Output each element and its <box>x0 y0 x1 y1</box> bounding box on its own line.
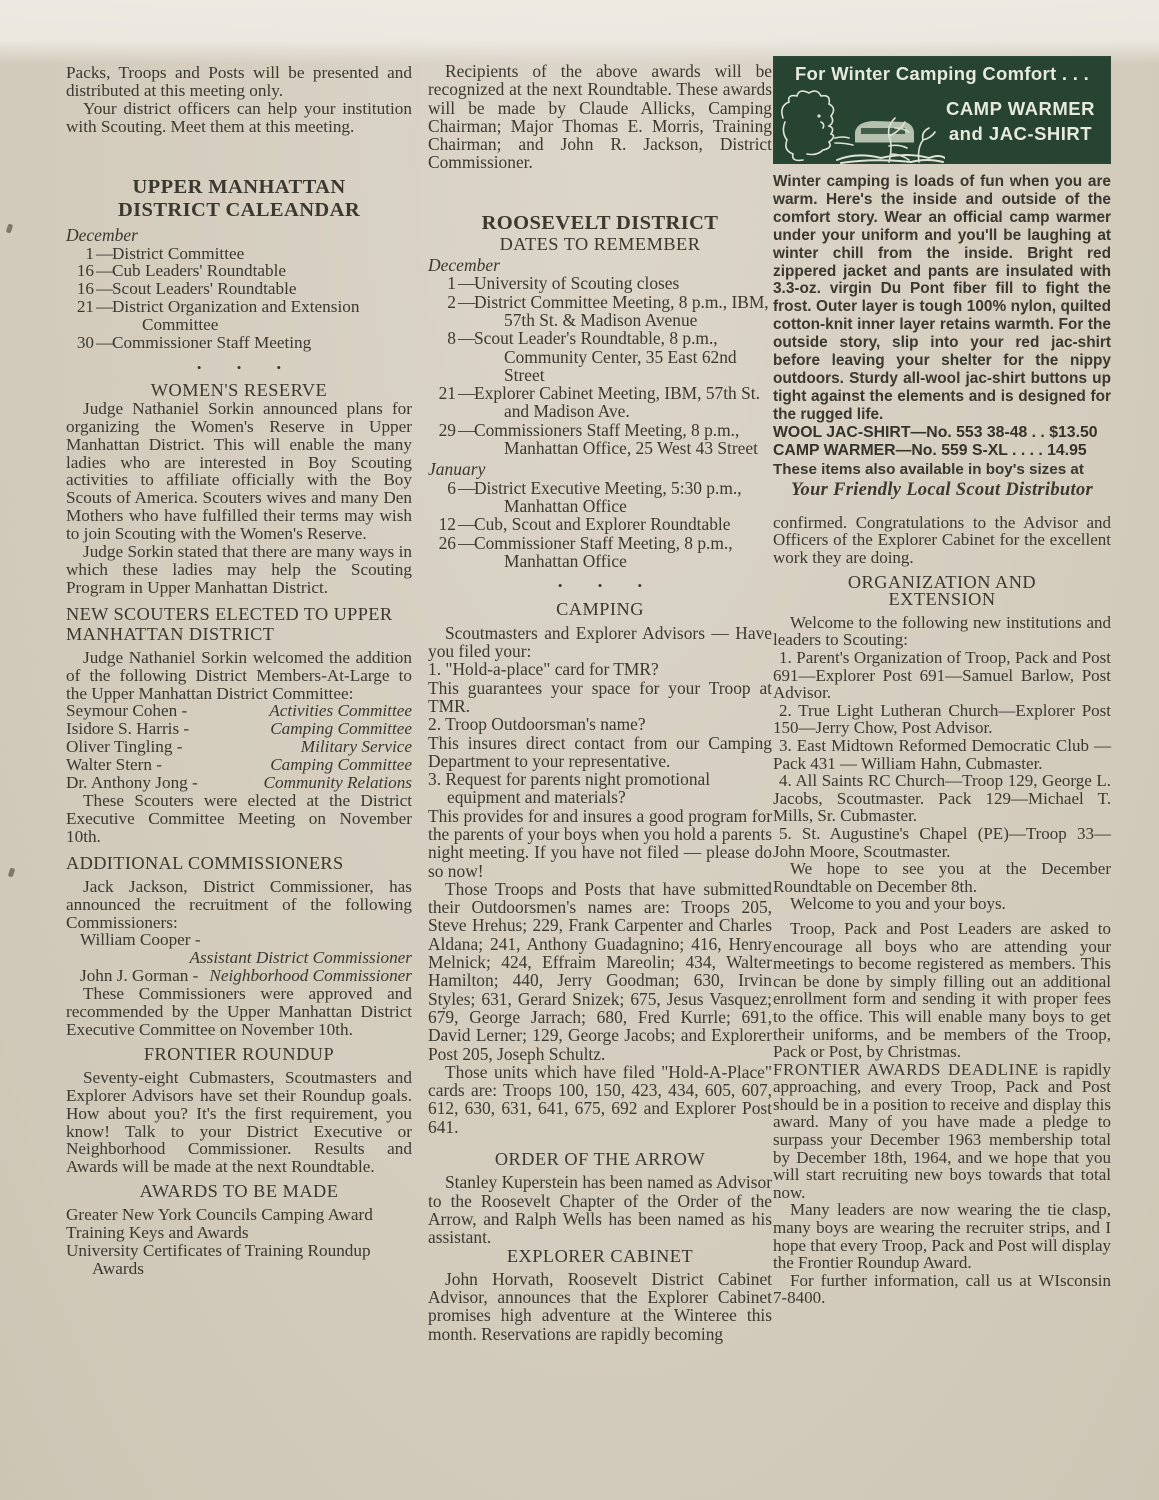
calendar-item <box>428 479 772 516</box>
camping-intro: Scoutmasters and Explorer Advisors — Have you filed your: <box>428 622 772 662</box>
welcome-institutions-paragraph: Welcome to the following new institutions and leaders to Scouting: <box>773 612 1111 650</box>
calendar-item <box>428 515 772 533</box>
calendar-item <box>428 421 772 458</box>
scouter-assignment <box>66 720 412 738</box>
new-scouters-title: NEW SCOUTERS ELECTED TO UPPER MANHATTAN DISTRICT <box>66 603 393 644</box>
calendar-day: 6 <box>447 477 456 498</box>
calendar-item <box>428 384 772 421</box>
calendar-event: Explorer Cabinet Meeting, IBM, 57th St. and Madison Ave. <box>474 383 760 422</box>
scouter-assignment <box>66 756 412 774</box>
calendar-event: District Committee Meeting, 8 p.m., IBM, 57th St. & Madison Avenue <box>474 291 769 330</box>
confirmed-continuation-paragraph: confirmed. Congratulations to the Advisor and Officers of the Explorer Cabinet for the excellent work they are doing. <box>773 512 1111 568</box>
womens-reserve-paragraph-1: Judge Nathaniel Sorkin announced plans for organizing the Women's Reserve in Upper Manhattan District. This will enable the many ladies who are interested in Boy Scouting activities to affiliate officially with the Boy Scouts of America. Scouters wives and many Den Mothers who have fulfilled their terms may wish to join Scouting with the Women's Reserve. <box>66 398 412 544</box>
dates-to-remember-title: DATES TO REMEMBER <box>499 233 701 254</box>
calendar-item <box>428 293 772 330</box>
leaders-enrollment-paragraph: Troop, Pack and Post Leaders are asked to encourage all boys who are attending your meetings to become registered as members. This can be done by simply filling out an additional enrollment form and sending it with proper fees to the office. This will enable many boys to get their uniforms, and be members of the Troop, Pack or Post, by Christmas. <box>773 918 1111 1062</box>
calendar-event: Scout Leader's Roundtable, 8 p.m., Community Center, 35 East 62nd Street <box>474 328 737 385</box>
calendar-dash: — <box>96 297 114 317</box>
calendar-event: Commissioners Staff Meeting, 8 p.m., Manhattan Office, 25 West 43 Street <box>474 419 758 459</box>
scouter-assignment <box>66 774 412 792</box>
calendar-day: 12 <box>438 514 456 535</box>
additional-commissioners-paragraph: Jack Jackson, District Commissioner, has announced the recruitment of the following Commissioners: <box>66 876 412 932</box>
staple-mark-top <box>6 223 14 233</box>
commissioner-assignment <box>66 967 412 985</box>
calendar-day: 29 <box>438 419 456 440</box>
ad-sizes-note: These items also available in boy's sizes at <box>773 460 1084 478</box>
ad-price-jac-shirt: WOOL JAC-SHIRT—No. 553 38-48 . . $13.50 <box>773 423 1098 441</box>
calendar-dash: — <box>458 419 476 440</box>
commissioner-name: William Cooper - <box>80 930 201 950</box>
ad-distributor-line: Your Friendly Local Scout Distributor <box>790 480 1093 501</box>
hold-a-place-paragraph: Those units which have filed "Hold-A-Place" cards are: Troops 100, 150, 423, 434, 605, 607, 612, 630, 631, 641, 675, 692 and Explorer Post 641. <box>428 1061 772 1137</box>
intro-paragraph-1: Packs, Troops and Posts will be presented and distributed at this meeting only. <box>66 63 412 100</box>
scouter-committee: Activities Committee <box>269 701 412 721</box>
calendar-dash: — <box>458 328 476 349</box>
roosevelt-january-calendar <box>428 479 772 570</box>
calendar-item <box>66 262 412 280</box>
middle-column <box>428 62 772 1343</box>
scouter-committee: Camping Committee <box>270 719 412 739</box>
calendar-day: 16 <box>76 279 94 299</box>
institution-item: 2. True Light Lutheran Church—Explorer Post 150—Jerry Chow, Post Advisor. <box>773 700 1111 738</box>
calendar-item <box>428 329 772 384</box>
institution-item: 1. Parent's Organization of Troop, Pack and Post 691—Explorer Post 691—Samuel Barlow, Post Advisor. <box>773 648 1111 703</box>
womens-reserve-title: WOMEN'S RESERVE <box>150 379 328 400</box>
institution-item: 4. All Saints RC Church—Troop 129, George L. Jacobs, Scoutmaster. Pack 129—Michael T. Mills, Sr. Cubmaster. <box>773 771 1111 826</box>
frontier-roundup-paragraph: Seventy-eight Cubmasters, Scoutmasters and Explorer Advisors have set their Roundup goals. How about you? It's the first requirement, you know! Talk to your District Executive or Neighborhood Commissioner. Results and Awards will be made at the next Roundtable. <box>66 1067 412 1177</box>
upper-manhattan-calendar <box>66 245 412 352</box>
right-column <box>773 56 1111 1307</box>
calendar-dash: — <box>458 514 476 535</box>
additional-commissioners-title: ADDITIONAL COMMISSIONERS <box>66 852 344 873</box>
camping-question: 1. "Hold-a-place" card for TMR? <box>428 659 659 680</box>
commissioner-assignments <box>66 931 412 985</box>
calendar-title-line1: UPPER MANHATTAN <box>132 175 346 198</box>
scouter-assignments <box>66 702 412 792</box>
camping-checklist-item <box>428 715 772 770</box>
awards-to-be-made-title: AWARDS TO BE MADE <box>139 1181 339 1202</box>
order-of-the-arrow-paragraph: Stanley Kuperstein has been named as Advisor to the Roosevelt Chapter of the Order of the Arrow, and Ralph Wells has been named as his assistant. <box>428 1172 772 1248</box>
new-scouters-paragraph: Judge Nathaniel Sorkin welcomed the addition of the following District Members-At-Large to the Upper Manhattan District Committee: <box>66 647 412 703</box>
camping-answer: This guarantees your space for your Troop at TMR. <box>428 677 772 716</box>
scouter-committee: Camping Committee <box>270 755 412 775</box>
calendar-event: District Executive Meeting, 5:30 p.m., Manhattan Office <box>474 477 742 516</box>
calendar-day: 21 <box>438 383 456 404</box>
outdoorsmen-paragraph: Those Troops and Posts that have submitted their Outdoorsmen's names are: Troops 205, Steve Hrehus; 229, Frank Carpenter and Charles Aldana; 241, Anthony Guadagnino; 416, Henry Melnick; 424, Effraim Mareolin; 434, Walter Hamilton; 440, Jerry Goodman; 630, Irvin Styles; 631, Gerard Snizek; 675, Jesus Vasquez; 679, George Jarrach; 680, Fred Kurrle; 691, David Lerner; 129, George Jacobs; and Explorer Post 205, Joseph Schultz. <box>428 878 772 1064</box>
calendar-dash: — <box>96 279 114 299</box>
frontier-awards-deadline-runin: FRONTIER AWARDS DEADLINE <box>773 1059 1039 1079</box>
organization-extension-title-line2: EXTENSION <box>888 589 996 610</box>
commissioner-role: Assistant District Commissioner <box>189 948 412 968</box>
scouter-name: Oliver Tingling - <box>66 737 183 757</box>
calendar-event: District Committee <box>112 243 245 263</box>
tie-clasp-paragraph: Many leaders are now wearing the tie clasp, many boys are wearing the recruiter strips, and I hope that every Troop, Pack and Post will display the Frontier Roundup Award. <box>773 1200 1111 1273</box>
roosevelt-december-calendar <box>428 274 772 457</box>
award-item: Training Keys and Awards <box>66 1223 249 1243</box>
camping-checklist <box>428 660 772 880</box>
calendar-item <box>66 298 412 334</box>
section-separator-dots: • • • <box>196 359 282 375</box>
calendar-event: Cub, Scout and Explorer Roundtable <box>474 514 731 535</box>
institution-item: 3. East Midtown Reformed Democratic Club — Pack 431 — William Hahn, Cubmaster. <box>773 736 1111 773</box>
frontier-awards-deadline-paragraph <box>773 1061 1111 1202</box>
scouter-assignment <box>66 738 412 756</box>
calendar-item <box>66 280 412 298</box>
calendar-dash: — <box>458 383 476 404</box>
recipients-paragraph: Recipients of the above awards will be recognized at the next Roundtable. These awards will be made by Claude Allicks, Camping Chairman; Major Thomas E. Morris, Training Chairman; and John R. Jackson, District Commissioner. <box>428 61 772 173</box>
calendar-event: Commissioner Staff Meeting, 8 p.m., Manhattan Office <box>474 532 733 571</box>
calendar-day: 30 <box>76 333 94 353</box>
scouter-name: Seymour Cohen - <box>66 701 188 721</box>
camping-checklist-item <box>428 660 772 715</box>
explorer-cabinet-title: EXPLORER CABINET <box>506 1245 694 1266</box>
calendar-event: Cub Leaders' Roundtable <box>112 261 286 281</box>
ad-product-line2: and JAC-SHIRT <box>948 123 1093 144</box>
scouter-committee: Community Relations <box>263 773 412 793</box>
scouter-name: Dr. Anthony Jong - <box>66 773 198 793</box>
calendar-day: 26 <box>438 532 456 553</box>
commissioner-name: John J. Gorman - <box>80 966 199 986</box>
calendar-dash: — <box>458 477 476 498</box>
section-separator-dots: • • • <box>557 578 643 594</box>
calendar-day: 21 <box>76 297 94 317</box>
further-information-paragraph: For further information, call us at WIsconsin 7-8400. <box>773 1270 1111 1308</box>
explorer-cabinet-paragraph: John Horvath, Roosevelt District Cabinet Advisor, announces that the Explorer Cabinet promises high adventure at the Winteree this month. Reservations are rapidly becoming <box>428 1268 772 1344</box>
order-of-the-arrow-title: ORDER OF THE ARROW <box>494 1149 706 1170</box>
calendar-item <box>428 534 772 571</box>
scouter-name: Walter Stern - <box>66 755 162 775</box>
frontier-awards-deadline-text: is rapidly approaching, and every Troop, Pack and Post should be in a position to receive and display this award. Many of you have made a pledge to surpass your December 1963 membership total by December 18th, 1964, and we hope that you will start recruiting new boys towards that total now. <box>773 1059 1111 1202</box>
calendar-dash: — <box>458 291 476 312</box>
roosevelt-district-title: ROOSEVELT DISTRICT <box>481 211 719 234</box>
ad-headline: For Winter Camping Comfort . . . <box>794 63 1090 84</box>
ad-body-text: Winter camping is loads of fun when you are warm. Here's the inside and outside of the comfort story. Wear an official camp warmer under your uniform and you'll be laughing at winter chill from the inside. Bright red zippered jacket and pants are insulated with 3.3-oz. virgin Du Pont fiber fill to fight the frost. Outer layer is tough 100% nylon, quilted cotton-knit inner layer retains warmth. For the outside story, slip into your red jac-shirt before leaving your shelter for the nippy outdoors. Sturdy all-wool jac-shirt buttons up tight against the elements and is designed for the rugged life. <box>773 173 1111 423</box>
month-label-january: January <box>428 459 486 480</box>
calendar-item <box>428 274 772 292</box>
new-institutions-list <box>773 649 1111 860</box>
womens-reserve-paragraph-2: Judge Sorkin stated that there are many ways in which these ladies may help the Scouting Program in Upper Manhattan District. <box>66 542 412 597</box>
calendar-dash: — <box>96 261 114 281</box>
camping-answer: This provides for and insures a good program for the parents of your boys when you hold a parents night meeting. If you have not filed — please do so now! <box>428 805 772 881</box>
scouter-name: Isidore S. Harris - <box>66 719 190 739</box>
award-item: University Certificates of Training Roundup Awards <box>66 1240 371 1278</box>
commissioner-assignment <box>66 931 412 967</box>
organization-extension-title-line1: ORGANIZATION AND <box>847 571 1037 592</box>
calendar-dash: — <box>96 243 114 263</box>
ad-product-line1: CAMP WARMER <box>945 98 1095 119</box>
commissioners-approved-paragraph: These Commissioners were approved and recommended by the Upper Manhattan District Executive Committee on November 10th. <box>66 984 412 1039</box>
calendar-item <box>66 334 412 352</box>
camp-warmer-ad-header <box>773 56 1111 164</box>
calendar-dash: — <box>458 273 476 294</box>
old-man-winter-illustration <box>777 88 945 164</box>
intro-paragraph-2: Your district officers can help your institution with Scouting. Meet them at this meeting. <box>66 98 412 136</box>
left-column <box>66 64 412 1278</box>
commissioner-role: Neighborhood Commissioner <box>209 966 412 986</box>
calendar-event: Commissioner Staff Meeting <box>112 333 312 353</box>
frontier-roundup-title: FRONTIER ROUNDUP <box>143 1043 335 1064</box>
scouter-committee: Military Service <box>300 737 412 757</box>
welcome-boys-paragraph: Welcome to you and your boys. <box>790 894 1006 914</box>
hope-to-see-you-paragraph: We hope to see you at the December Roundtable on December 8th. <box>773 859 1111 896</box>
ad-product-names <box>946 96 1095 146</box>
camping-question: 2. Troop Outdoorsman's name? <box>428 714 646 735</box>
calendar-event: Scout Leaders' Roundtable <box>112 279 297 299</box>
scouters-elected-paragraph: These Scouters were elected at the District Executive Committee Meeting on November 10th. <box>66 791 412 846</box>
scouter-assignment <box>66 702 412 720</box>
institution-item: 5. St. Augustine's Chapel (PE)—Troop 33—John Moore, Scoutmaster. <box>773 823 1111 861</box>
staple-mark-bottom <box>8 867 16 877</box>
calendar-title-line2: DISTRICT CALEANDAR <box>117 198 361 221</box>
calendar-day: 1 <box>447 273 456 294</box>
ad-price-camp-warmer: CAMP WARMER—No. 559 S-XL . . . . 14.95 <box>773 442 1087 460</box>
camping-question: 3. Request for parents night promotional equipment and materials? <box>428 769 711 808</box>
calendar-event: District Organization and Extension Committee <box>112 297 360 335</box>
calendar-day: 8 <box>447 328 456 349</box>
calendar-event: University of Scouting closes <box>474 273 680 294</box>
calendar-day: 16 <box>76 261 94 281</box>
calendar-day: 1 <box>85 243 94 263</box>
camping-checklist-item <box>428 770 772 880</box>
calendar-day: 2 <box>447 291 456 312</box>
month-label-december: December <box>428 255 500 276</box>
calendar-dash: — <box>96 333 114 353</box>
award-item: Greater New York Councils Camping Award <box>66 1205 373 1225</box>
camping-answer: This insures direct contact from our Camping Department to your representative. <box>428 732 772 771</box>
awards-list <box>66 1206 412 1278</box>
camping-title: CAMPING <box>556 599 644 620</box>
calendar-item <box>66 245 412 263</box>
calendar-dash: — <box>458 532 476 553</box>
month-label-december: December <box>66 224 138 245</box>
